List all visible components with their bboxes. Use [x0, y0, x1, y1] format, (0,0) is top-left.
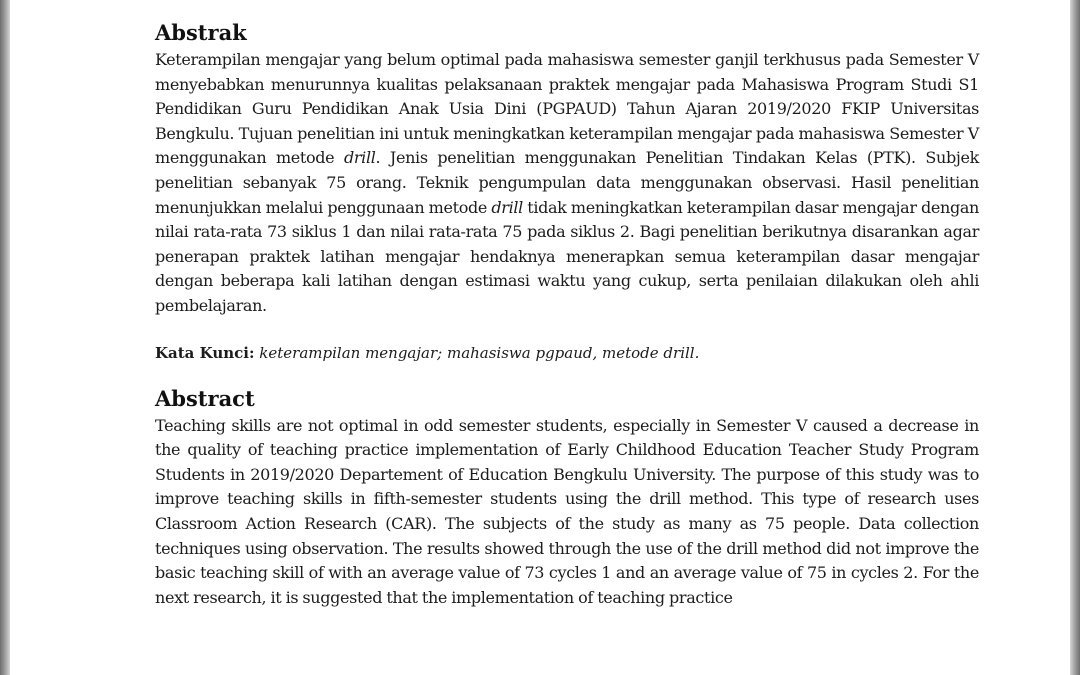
abstrak-text-part2: . Jenis penelitian menggunakan Penelitian Tindakan Kelas (PTK). Subjek penelitian sebanyak 75 orang. Teknik pengumpulan data menggunakan observasi. Hasil penelitian menunjukkan melalui penggunaan metode [155, 148, 979, 217]
abstrak-heading: Abstrak [155, 20, 247, 45]
page-right-edge [1070, 0, 1080, 675]
page-left-edge [0, 0, 10, 675]
abstract-content [155, 18, 979, 610]
abstrak-term-drill-2: drill [491, 197, 523, 217]
abstract-heading: Abstract [155, 385, 255, 411]
abstrak-text-part3: tidak meningkatkan keterampilan dasar mengajar dengan nilai rata-rata 73 siklus 1 dan nilai rata-rata 75 pada siklus 2. Bagi penelitian berikutnya disarankan agar penerapan praktek latihan mengajar hendaknya menerapkan semua keterampilan dasar mengajar dengan beberapa kali latihan dengan estimasi waktu yang cukup, serta penilaian dilakukan oleh ahli pembelajaran. [155, 197, 979, 315]
keywords-text: keterampilan mengajar; mahasiswa pgpaud, metode drill. [259, 343, 700, 362]
abstrak-section [155, 18, 979, 364]
abstrak-paragraph [155, 48, 979, 319]
abstract-paragraph: Teaching skills are not optimal in odd semester students, especially in Semester V caused a decrease in the quality of teaching practice implementation of Early Childhood Education Teacher Study Program Students in 2019/2020 Departement of Education Bengkulu University. The purpose of this study was to improve teaching skills in fifth-semester students using the drill method. This type of research uses Classroom Action Research (CAR). The subjects of the study as many as 75 people. Data collection techniques using observation. The results showed through the use of the drill method did not improve the basic teaching skill of with an average value of 73 cycles 1 and an average value of 75 in cycles 2. For the next research, it is suggested that the implementation of teaching practice [155, 415, 979, 607]
abstrak-text-part1: Keterampilan mengajar yang belum optimal pada mahasiswa semester ganjil terkhusus pada Semester V menyebabkan menurunnya kualitas pelaksanaan praktek mengajar pada Mahasiswa Program Studi S1 Pendidikan Guru Pendidikan Anak Usia Dini (PGPAUD) Tahun Ajaran 2019/2020 FKIP Universitas Bengkulu. Tujuan penelitian ini untuk meningkatkan keterampilan mengajar pada mahasiswa Semester V menggunakan metode [155, 50, 979, 168]
abstrak-term-drill-1: drill [343, 148, 376, 168]
abstract-section [155, 384, 979, 611]
keywords-label: Kata Kunci: [155, 343, 255, 362]
keywords-line [155, 342, 979, 364]
